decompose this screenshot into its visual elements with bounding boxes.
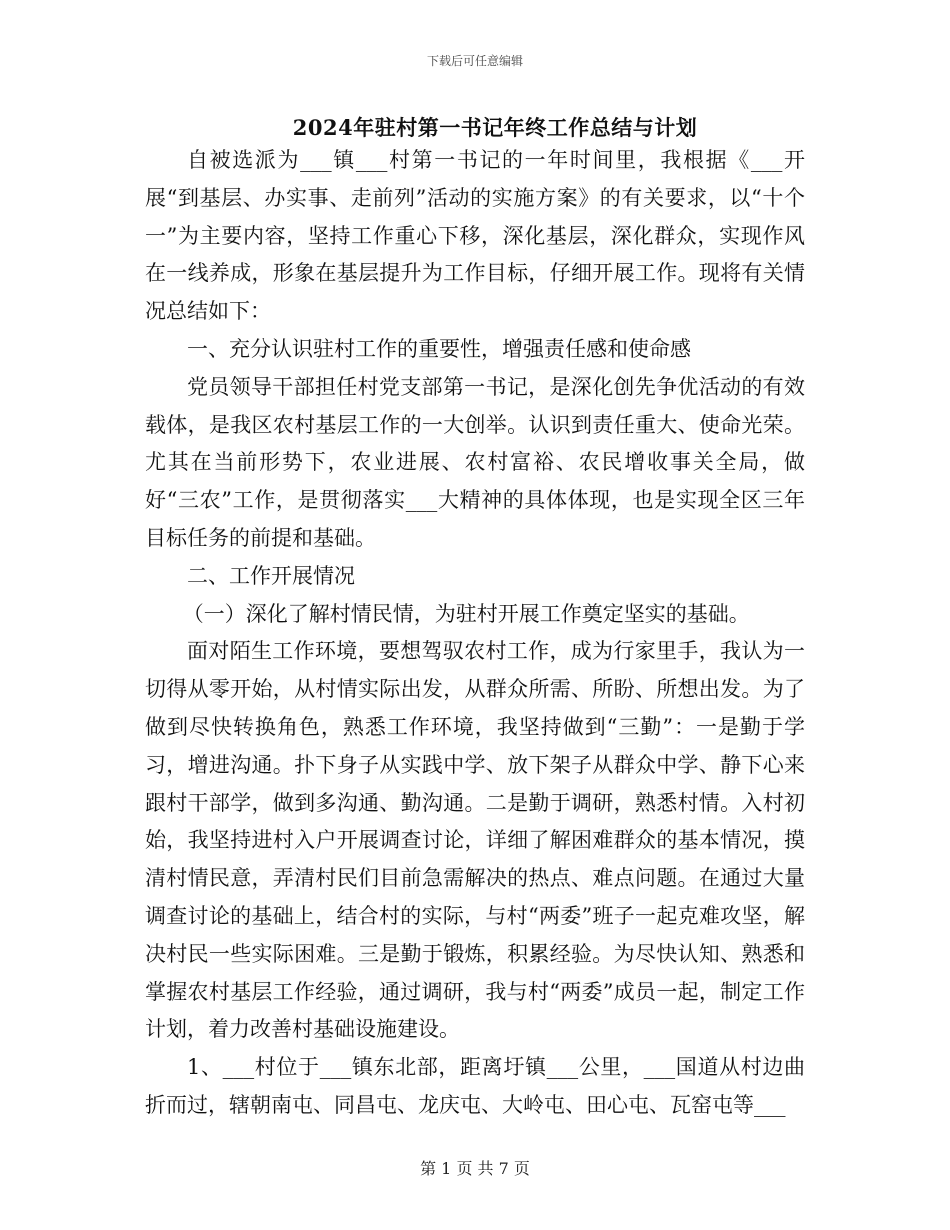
section-heading-2: 二、工作开展情况	[187, 563, 355, 588]
section-heading-1: 一、充分认识驻村工作的重要性，增强责任感和使命感	[187, 336, 691, 361]
paragraph-intro: 自被选派为___镇___村第一书记的一年时间里，我根据《___开展“到基层、办实事、走前列”活动的实施方案》的有关要求，以“十个一”为主要内容，坚持工作重心下移，深化基层，深化群众，实现作风在一线养成，形象在基层提升为工作目标，仔细开展工作。现将有关情况总结如下：	[145, 148, 805, 324]
header-note: 下载后可任意编辑	[426, 54, 523, 68]
page-number: 第 1 页 共 7 页	[420, 1159, 530, 1178]
subsection-heading-1: （一）深化了解村情民情，为驻村开展工作奠定坚实的基础。	[182, 601, 750, 626]
paragraph-subsection-1: 面对陌生工作环境，要想驾驭农村工作，成为行家里手，我认为一切得从零开始，从村情实际出发，从群众所需、所盼、所想出发。为了做到尽快转换角色，熟悉工作环境，我坚持做到“三勤”：一是勤于学习，增进沟通。扑下身子从实践中学、放下架子从群众中学、静下心来跟村干部学，做到多沟通、勤沟通。二是勤于调研，熟悉村情。入村初始，我坚持进村入户开展调查讨论，详细了解困难群众的基本情况，摸清村情民意，弄清村民们目前急需解决的热点、难点问题。在通过大量调查讨论的基础上，结合村的实际，与村“两委”班子一起克难攻坚，解决村民一些实际困难。三是勤于锻炼，积累经验。为尽快认知、熟悉和掌握农村基层工作经验，通过调研，我与村“两委”成员一起，制定工作计划，着力改善村基础设施建设。	[145, 639, 805, 1042]
paragraph-item-1: 1、___村位于___镇东北部，距离圩镇___公里，___国道从村边曲折而过，辖朝南屯、同昌屯、龙庆屯、大岭屯、田心屯、瓦窑屯等___	[145, 1055, 805, 1117]
document-body	[145, 142, 805, 1125]
paragraph-section-1: 党员领导干部担任村党支部第一书记，是深化创先争优活动的有效载体，是我区农村基层工作的一大创举。认识到责任重大、使命光荣。尤其在当前形势下，农业进展、农村富裕、农民增收事关全局，做好“三农”工作，是贯彻落实___大精神的具体体现，也是实现全区三年目标任务的前提和基础。	[145, 374, 805, 550]
document-title: 2024年驻村第一书记年终工作总结与计划	[292, 115, 698, 140]
